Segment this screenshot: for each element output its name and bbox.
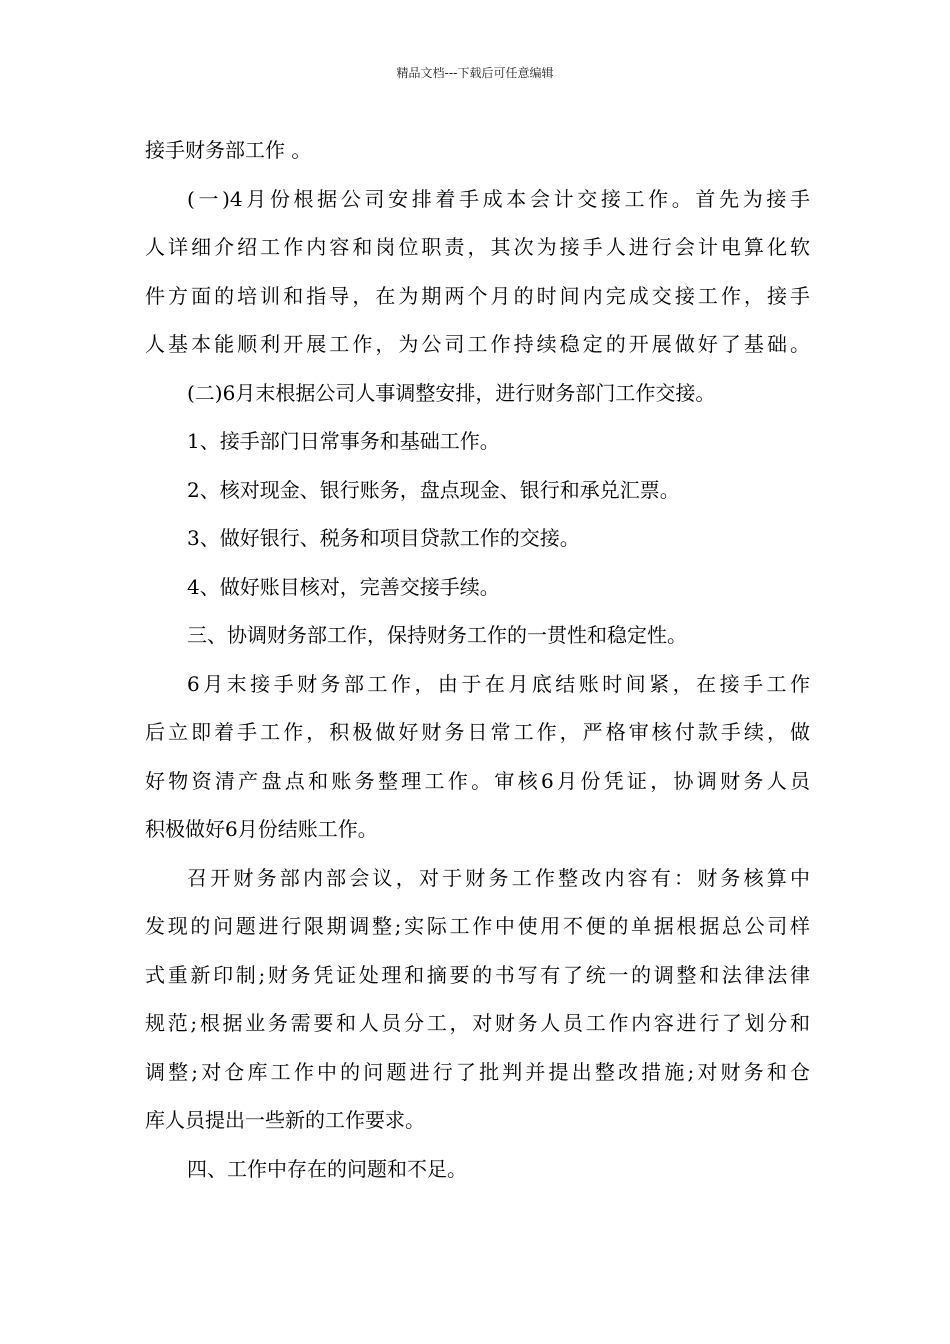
text-line: 好物资清产盘点和账务整理工作。审核6月份凭证，协调财务人员 <box>145 768 810 793</box>
text-line: 式重新印制;财务凭证处理和摘要的书写有了统一的调整和法律法律 <box>145 962 810 987</box>
text-line: 调整;对仓库工作中的问题进行了批判并提出整改措施;对财务和仓 <box>145 1059 810 1084</box>
text-line: 后立即着手工作，积极做好财务日常工作，严格审核付款手续，做 <box>145 720 810 744</box>
text-line: 规范;根据业务需要和人员分工，对财务人员工作内容进行了划分和 <box>145 1011 810 1035</box>
text-line: 3、做好银行、税务和项目贷款工作的交接。 <box>187 526 580 550</box>
text-line: 件方面的培训和指导，在为期两个月的时间内完成交接工作，接手 <box>145 283 810 308</box>
text-line: 接手财务部工作 。 <box>145 138 312 162</box>
text-line: 库人员提出一些新的工作要求。 <box>145 1108 425 1132</box>
text-line: 四、工作中存在的问题和不足。 <box>187 1156 467 1181</box>
text-line: 三、协调财务部工作，保持财务工作的一贯性和稳定性。 <box>187 623 687 647</box>
text-line: 发现的问题进行限期调整;实际工作中使用不便的单据根据总公司样 <box>145 914 810 938</box>
text-line: 积极做好6月份结账工作。 <box>145 817 378 841</box>
text-line: 2、核对现金、银行账务，盘点现金、银行和承兑汇票。 <box>187 477 680 502</box>
document-body <box>145 126 810 1193</box>
page-header: 精品文档---下载后可任意编辑 <box>396 66 554 80</box>
text-line: (二)6月末根据公司人事调整安排，进行财务部门工作交接。 <box>187 380 716 405</box>
text-line: 1、接手部门日常事务和基础工作。 <box>187 429 500 453</box>
text-line: (一)4月份根据公司安排着手成本会计交接工作。首先为接手 <box>187 186 810 211</box>
text-line: 人详细介绍工作内容和岗位职责，其次为接手人进行会计电算化软 <box>145 235 810 259</box>
text-line: 人基本能顺利开展工作，为公司工作持续稳定的开展做好了基础。 <box>145 332 810 356</box>
text-line: 召开财务部内部会议，对于财务工作整改内容有：财务核算中 <box>187 865 810 890</box>
text-line: 4、做好账目核对，完善交接手续。 <box>187 574 500 599</box>
text-line: 6月末接手财务部工作，由于在月底结账时间紧，在接手工作 <box>187 671 810 696</box>
